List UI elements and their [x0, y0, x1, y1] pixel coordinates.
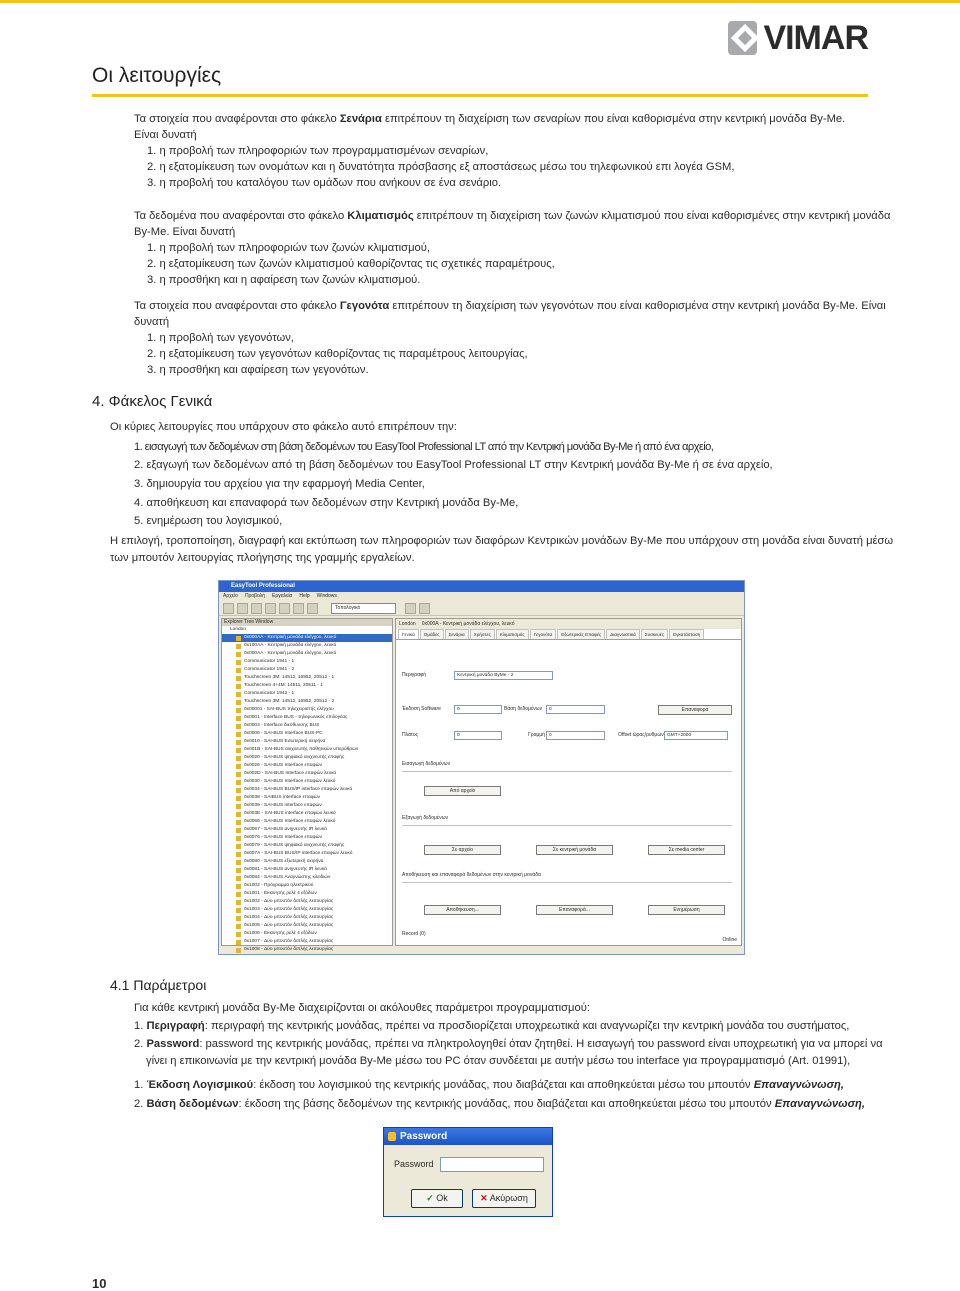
- device-icon: [236, 788, 241, 793]
- device-icon: [236, 828, 241, 833]
- tree-item-label: 0x0076 - SAI-BUS Interface επαφών: [244, 835, 322, 840]
- tree-item-label: 0x0038 - SAIBUS interface επαφών: [244, 795, 321, 800]
- tree-item-label: 0x1007 - Δύο μπουτόν διπλής λειτουργίας: [244, 939, 334, 944]
- tree-item[interactable]: [222, 866, 392, 874]
- tree-item[interactable]: [222, 786, 392, 794]
- scenarios-item-2: 2. η εξατομίκευση των ονομάτων και η δυνατότητα πρόσβασης εξ αποστάσεως μέσω του τηλεφωνικού επι λογέα GSM,: [147, 161, 735, 173]
- device-icon: [236, 668, 241, 673]
- password-dialog: [383, 1127, 553, 1217]
- tree-item-label: Communicator 1941 - 1: [244, 659, 295, 664]
- events-item-3: 3. η προσθήκη και αφαίρεση των γεγονότων.: [147, 364, 369, 376]
- tab-groups[interactable]: Ομάδες: [420, 629, 444, 639]
- tree-item-label: 0x007A - SAI-BUS BUS/IP interface επαφών λευκό: [244, 851, 353, 856]
- import-file-button[interactable]: Από αρχείο: [424, 786, 501, 796]
- climate-intro: Τα δεδομένα που αναφέρονται στο φάκελο Κλιματισμός επιτρέπουν τη διαχείριση των ζωνών κλιματισμού που είναι καθορισμένες στην κεντρική μονάδα: [134, 210, 891, 222]
- tree-item[interactable]: [222, 818, 392, 826]
- device-icon: [236, 660, 241, 665]
- param-database: 2. Βάση δεδομένων: έκδοση της βάσης δεδομένων της κεντρικής μονάδας, που διαβάζεται και αποθηκεύεται μέσω του μπουτόν Επαναγνώνωση,: [134, 1098, 865, 1110]
- general-outro-1: Η επιλογή, τροποποίηση, διαγραφή και εκτύπωση των πληροφοριών των διαφόρων Κεντρικών μονάδων By-Me που υπάρχουν στη μονάδα είναι δυνατή μέσω: [110, 535, 894, 547]
- device-icon: [236, 772, 241, 777]
- tool-new-icon[interactable]: [223, 603, 234, 614]
- detail-panel: [395, 618, 742, 946]
- toolbar: [219, 601, 744, 616]
- tree-item[interactable]: [222, 722, 392, 730]
- general-heading: 4. Φάκελος Γενικά: [92, 393, 213, 410]
- view-combo[interactable]: Τοπολογικό: [331, 603, 396, 614]
- import-divider: [402, 771, 732, 772]
- device-icon: [236, 860, 241, 865]
- width-field[interactable]: 0: [454, 731, 502, 740]
- tree-item[interactable]: [222, 738, 392, 746]
- cancel-icon: ✕: [480, 1193, 488, 1203]
- device-icon: [236, 652, 241, 657]
- tab-scenarios[interactable]: Σενάρια: [445, 629, 469, 639]
- tree-item[interactable]: [222, 666, 392, 674]
- backup-divider: [402, 882, 732, 883]
- tool-open-icon[interactable]: [237, 603, 248, 614]
- import-label: Εισαγωγή δεδομένων: [402, 761, 451, 767]
- menu-view[interactable]: Προβολή: [244, 593, 266, 599]
- device-icon: [236, 812, 241, 817]
- tree-item[interactable]: [222, 770, 392, 778]
- tree-item[interactable]: [222, 754, 392, 762]
- device-icon: [236, 700, 241, 705]
- tree-item-label: 0x1001 - Εκκινητής ρελέ 4 εξόδων: [244, 891, 317, 896]
- climate-item-3: 3. η προσθήκη και η αφαίρεση των ζωνών κλιματισμού.: [147, 274, 421, 286]
- database-field: 0: [546, 705, 605, 714]
- menu-tools[interactable]: Εργαλεία: [272, 593, 293, 599]
- device-icon: [236, 636, 241, 641]
- tool-back-icon[interactable]: [265, 603, 276, 614]
- tree-item[interactable]: [222, 674, 392, 682]
- tree-item[interactable]: [222, 642, 392, 650]
- export-unit-button[interactable]: Σε κεντρική μονάδα: [536, 845, 613, 855]
- page-title: Οι λειτουργίες: [92, 64, 222, 87]
- record-label: Record (0): [402, 931, 426, 937]
- recover-backup-button[interactable]: Επαναφορά...: [536, 905, 613, 915]
- tool-print-icon[interactable]: [405, 603, 416, 614]
- window-title: EasyTool Professional: [219, 581, 744, 592]
- status-online: Online: [722, 937, 737, 943]
- tree-item-label: 0x002D - SAI-BUS Interface επαφών λευκό: [244, 771, 337, 776]
- tab-users[interactable]: Χρήστες: [470, 629, 495, 639]
- length-label: Γραμμή: [528, 732, 546, 738]
- scenarios-possible: Είναι δυνατή: [134, 129, 197, 141]
- page-number: 10: [92, 1276, 107, 1291]
- tree-list: [222, 634, 392, 954]
- tree-item[interactable]: [222, 946, 392, 954]
- tree-item-label: 0x1005 - Δύο μπουτόν διπλής λειτουργίας: [244, 923, 334, 928]
- logo-text: VIMAR: [763, 18, 868, 57]
- general-item-1: 1. εισαγωγή των δεδομένων στη βάση δεδομένων του EasyTool Professional LT από την Κεντρική μονάδα By-Me ή από ένα αρχείο,: [134, 441, 714, 453]
- tree-item[interactable]: [222, 714, 392, 722]
- tree-item-label: Communicator 1941 - 2: [244, 667, 295, 672]
- device-icon: [236, 804, 241, 809]
- param-password-line2: γίνει η επικοινωνία με την κεντρική μονάδα By-Me μέσω του PC όταν συνδέεται με αυτήν μέσω του interface για προγραμματισμό (Art. 01991),: [146, 1055, 851, 1067]
- tree-item[interactable]: [222, 658, 392, 666]
- device-icon: [236, 708, 241, 713]
- param-software: 1. Έκδοση Λογισμικού: έκδοση του λογισμικού της κεντρικής μονάδας, που διαβάζεται και αποθηκεύεται μέσω του μπουτόν Επαναγνώνωση,: [134, 1079, 844, 1091]
- tree-item-label: 0x0079 - SAI-BUS ψηφιακό ανιχνευτής επαφής: [244, 843, 345, 848]
- device-icon: [236, 748, 241, 753]
- tab-diagnostics[interactable]: Διαγνωστικά: [606, 629, 640, 639]
- device-icon: [236, 876, 241, 881]
- backup-label: Αποθήκευση και επαναφορά δεδομένων στην κεντρική μονάδα: [402, 872, 541, 878]
- tree-item[interactable]: [222, 698, 392, 706]
- tree-item-label: 0x003E - SAI-BUS interface επαφών λευκό: [244, 811, 336, 816]
- tree-item-label: 0x0081 - SAI-BUS ανιχνευτής IR λευκό: [244, 867, 327, 872]
- export-file-button[interactable]: Σε αρχείο: [424, 845, 501, 855]
- device-icon: [236, 780, 241, 785]
- tree-item[interactable]: [222, 858, 392, 866]
- general-item-2: 2. εξαγωγή των δεδομένων από τη βάση δεδομένων του EasyTool Professional LT στην Κεντρική μονάδα By-Me ή σε ένα αρχείο,: [134, 459, 773, 471]
- scenarios-intro: Τα στοιχεία που αναφέρονται στο φάκελο Σενάρια επιτρέπουν τη διαχείριση των σεναρίων που είναι καθορισμένα στην κεντρική μονάδα By-Me.: [134, 113, 846, 125]
- software-label: Έκδοση Software: [402, 706, 441, 712]
- tree-item-label: 0x0020 - SAI-BUS ψηφιακό ανιχνευτής επαφής: [244, 755, 345, 760]
- device-icon: [236, 684, 241, 689]
- general-item-4: 4. αποθήκευση και επαναφορά των δεδομένων στην Κεντρική μονάδα By-Me,: [134, 497, 519, 509]
- device-icon: [236, 676, 241, 681]
- device-icon: [236, 948, 241, 953]
- climate-intro-line2: By-Me. Είναι δυνατή: [134, 226, 236, 238]
- menu-help[interactable]: Help: [299, 593, 310, 599]
- device-icon: [236, 884, 241, 889]
- climate-item-2: 2. η εξατομίκευση των ζωνών κλιματισμού καθορίζοντας τις σχετικές παραμέτρους,: [147, 258, 555, 270]
- menu-file[interactable]: Αρχείο: [223, 593, 238, 599]
- tree-item-label: 0x100AA - Κεντρική μονάδα ελέγχου, λευκό: [244, 643, 337, 648]
- device-icon: [236, 836, 241, 841]
- tree-item[interactable]: [222, 842, 392, 850]
- length-field[interactable]: 0: [546, 731, 605, 740]
- tree-item[interactable]: [222, 682, 392, 690]
- tree-item-label: 0x0026 - SAI-BUS Interface επαφών: [244, 763, 322, 768]
- events-intro-line2: δυνατή: [134, 316, 170, 328]
- description-field[interactable]: Κεντρική μονάδα ByMe - 2: [454, 671, 553, 680]
- device-icon: [236, 692, 241, 697]
- tree-item-label: 0x000AA - Κεντρική μονάδα ελέγχου, λευκό: [244, 651, 337, 656]
- tree-item-label: 0x0010 - SAI-BUS Εσωτερική σειρήνα: [244, 739, 326, 744]
- tree-item-label: 0x001B - SAI-BUS ανιχνευτής παθητικών υπερύθρων: [244, 747, 359, 752]
- device-icon: [236, 932, 241, 937]
- tree-item[interactable]: [222, 778, 392, 786]
- tree-item[interactable]: [222, 890, 392, 898]
- password-input[interactable]: [440, 1157, 544, 1172]
- tree-item-label: 0x0030 - SAI-BUS Interface επαφών λευκό: [244, 779, 336, 784]
- device-icon: [236, 916, 241, 921]
- tree-item-label: 0x0039 - SAI-BUS interface επαφών: [244, 803, 322, 808]
- tree-item[interactable]: [222, 914, 392, 922]
- tree-item[interactable]: [222, 810, 392, 818]
- tree-item-label: 0x00001 - SAI-BUS τηλεχειριστής ελέγχου: [244, 707, 334, 712]
- events-item-2: 2. η εξατομίκευση των γεγονότων καθορίζοντας τις παραμέτρους λειτουργίας,: [147, 348, 528, 360]
- tab-climate[interactable]: Κλιματισμός: [496, 629, 529, 639]
- tab-general[interactable]: Γενικά: [398, 629, 419, 639]
- tree-item[interactable]: [222, 706, 392, 714]
- tree-item-label: 0x0001 - Interface BUS - τηλεφωνικός επιλογέας: [244, 715, 348, 720]
- device-icon: [236, 716, 241, 721]
- password-label: Password: [394, 1159, 434, 1169]
- restore-button[interactable]: Επαναφορά: [658, 705, 732, 715]
- offset-label: Offset ώρας/ρυθμών: [618, 732, 664, 738]
- device-icon: [236, 796, 241, 801]
- tree-item-label: 0x0080 - SAI-BUS εξωτερική σειρήνα: [244, 859, 324, 864]
- tab-devices[interactable]: Συσκευές: [641, 629, 668, 639]
- device-icon: [236, 908, 241, 913]
- device-icon: [236, 940, 241, 945]
- parameters-intro: Για κάθε κεντρική μονάδα By-Me διαχειρίζονται οι ακόλουθες παράμετροι προγραμματισμού:: [134, 1002, 590, 1014]
- ok-button[interactable]: [411, 1189, 463, 1208]
- tree-item-label: 0x0067 - SAI-BUS ανιχνευτής IR λευκό: [244, 827, 327, 832]
- parameters-heading: 4.1 Παράμετροι: [110, 977, 207, 993]
- param-password: 2. Password: password της κεντρικής μονάδας, πρέπει να πληκτρολογηθεί όταν ζητηθεί. Η εισαγωγή του password είναι υποχρεωτική για να μπορεί να: [134, 1038, 883, 1050]
- menu-windows[interactable]: Windows: [316, 593, 337, 599]
- tab-events[interactable]: Γεγονότα: [530, 629, 557, 639]
- title-rule: [92, 94, 868, 97]
- cancel-button[interactable]: [472, 1189, 536, 1208]
- ok-label: Ok: [436, 1193, 448, 1203]
- tree-item[interactable]: [222, 874, 392, 882]
- general-item-3: 3. δημιουργία του αρχείου για την εφαρμογή Media Center,: [134, 478, 425, 490]
- tree-item[interactable]: [222, 906, 392, 914]
- tree-item[interactable]: [222, 834, 392, 842]
- cancel-label: Ακύρωση: [489, 1193, 528, 1203]
- tree-item[interactable]: [222, 930, 392, 938]
- tree-item-label: 0x0003 - Interface διεύθυνσης BUS: [244, 723, 320, 728]
- tool-help-icon[interactable]: [419, 603, 430, 614]
- tree-item-label: 0x000AA - Κεντρική μονάδα ελέγχου, λευκό: [244, 635, 337, 640]
- detail-tabs: [396, 629, 741, 640]
- device-icon: [236, 764, 241, 769]
- tool-delete-icon[interactable]: [307, 603, 318, 614]
- device-icon: [236, 740, 241, 745]
- climate-item-1: 1. η προβολή των πληροφοριών των ζωνών κλιματισμού,: [147, 242, 430, 254]
- detail-header: [396, 619, 741, 629]
- device-icon: [236, 900, 241, 905]
- tree-item-label: 0x1002 - Δύο μπουτόν διπλής λειτουργίας: [244, 899, 334, 904]
- scenarios-item-1: 1. η προβολή των πληροφοριών των προγραμματισμένων σεναρίων,: [147, 145, 489, 157]
- software-field: 0: [454, 705, 502, 714]
- offset-field[interactable]: GMT+2000: [664, 731, 728, 740]
- device-icon: [236, 732, 241, 737]
- tool-save-icon[interactable]: [251, 603, 262, 614]
- tree-item[interactable]: [222, 746, 392, 754]
- tool-add-icon[interactable]: [293, 603, 304, 614]
- device-icon: [236, 892, 241, 897]
- tree-item[interactable]: [222, 938, 392, 946]
- general-intro: Οι κύριες λειτουργίες που υπάρχουν στο φάκελο αυτό επιτρέπουν την:: [110, 421, 457, 433]
- tree-item-label: Communicator 1942 - 1: [244, 691, 295, 696]
- tree-item[interactable]: [222, 634, 392, 642]
- tree-item-label: 0x0006 - SAI-BUS Interface BUS-PC: [244, 731, 323, 736]
- check-icon: ✓: [426, 1193, 434, 1203]
- dialog-title: Password: [384, 1128, 552, 1145]
- top-rule: [0, 0, 960, 3]
- tree-item-label: Touchscreen 4+4M: 14511, 20511 - 1: [244, 683, 323, 688]
- tree-item-label: 0x1006 - Εκκινητής ρελέ 4 εξόδων: [244, 931, 317, 936]
- tab-installation[interactable]: Εγκατάσταση: [669, 629, 704, 639]
- device-icon: [236, 756, 241, 761]
- tree-item[interactable]: [222, 794, 392, 802]
- general-outro-2: των μπουτόν λειτουργίας πλοήγησης της γραμμής εργαλείων.: [110, 552, 415, 564]
- description-label: Περιγραφή: [402, 672, 427, 678]
- tree-item-label: 0x0066 - SAI-BUS Interface επαφών λευκό: [244, 819, 336, 824]
- device-icon: [236, 820, 241, 825]
- tree-item-label: 0x1008 - Δύο μπουτόν διπλής λειτουργίας: [244, 947, 334, 952]
- update-button[interactable]: Ενημέρωση: [648, 905, 725, 915]
- scenarios-item-3: 3. η προβολή του καταλόγου των ομάδων που ανήκουν σε ένα σενάριο.: [147, 177, 502, 189]
- width-label: Πλάτος: [402, 732, 419, 738]
- tree-item[interactable]: [222, 922, 392, 930]
- save-backup-button[interactable]: Αποθήκευση...: [424, 905, 501, 915]
- tree-item[interactable]: [222, 802, 392, 810]
- menu-bar: [219, 592, 744, 601]
- tree-item[interactable]: [222, 730, 392, 738]
- device-icon: [236, 852, 241, 857]
- tree-item-label: Touchscreen 3M: 14512, 16952, 20512 - 2: [244, 699, 335, 704]
- tree-item[interactable]: [222, 882, 392, 890]
- device-icon: [236, 644, 241, 649]
- export-divider: [402, 825, 732, 826]
- detail-item: 0x000A - Κεντρική μονάδα ελέγχου, λευκό: [421, 621, 515, 627]
- tab-external-contacts[interactable]: Εξωτερικές Επαφές: [557, 629, 605, 639]
- tree-header: Explorer Tree Window: [222, 619, 392, 626]
- tree-item-label: 0x1003 - Δύο μπουτόν διπλής λειτουργίας: [244, 907, 334, 912]
- tree-item-label: 0x0084 - SAI-BUS Αναγνώστης κλειδιών: [244, 875, 331, 880]
- tree-item[interactable]: [222, 850, 392, 858]
- detail-root: London: [399, 621, 416, 627]
- events-item-1: 1. η προβολή των γεγονότων,: [147, 332, 294, 344]
- tree-item-label: 0x1004 - Δύο μπουτόν διπλής λειτουργίας: [244, 915, 334, 920]
- tree-item[interactable]: [222, 762, 392, 770]
- explorer-tree: [221, 618, 393, 952]
- export-label: Εξαγωγή δεδομένων: [402, 815, 448, 821]
- easytool-window: [218, 580, 745, 955]
- tree-item[interactable]: [222, 898, 392, 906]
- device-icon: [236, 924, 241, 929]
- tree-item-label: 0x0034 - SAI-BUS BUS/IP interface επαφών λευκό: [244, 787, 353, 792]
- device-icon: [236, 868, 241, 873]
- tree-root[interactable]: London: [230, 627, 247, 632]
- tool-forward-icon[interactable]: [279, 603, 290, 614]
- tree-item[interactable]: [222, 650, 392, 658]
- tree-item-label: 0x1002 - Πρόγραμμα ηλεκτρικού: [244, 883, 314, 888]
- device-icon: [236, 844, 241, 849]
- events-intro: Τα στοιχεία που αναφέρονται στο φάκελο Γεγονότα επιτρέπουν τη διαχείριση των γεγονότων που είναι καθορισμένα στην κεντρική μονάδα By-Me. Είναι: [134, 300, 886, 312]
- tree-item-label: Touchscreen 3M: 14512, 16952, 20512 - 1: [244, 675, 335, 680]
- device-icon: [236, 724, 241, 729]
- vimar-mark-icon: [728, 21, 757, 55]
- tree-item[interactable]: [222, 826, 392, 834]
- export-media-button[interactable]: Σε media center: [648, 845, 725, 855]
- param-description: 1. Περιγραφή: περιγραφή της κεντρικής μονάδας, πρέπει να προσδιορίζεται υποχρεωτικά και αναγνωρίζει την κεντρική μονάδα του συστήματος,: [134, 1020, 850, 1032]
- database-label: Βάση δεδομένων: [504, 706, 543, 712]
- tree-item[interactable]: [222, 690, 392, 698]
- vimar-logo: [728, 18, 868, 58]
- general-item-5: 5. ενημέρωση του λογισμικού,: [134, 515, 283, 527]
